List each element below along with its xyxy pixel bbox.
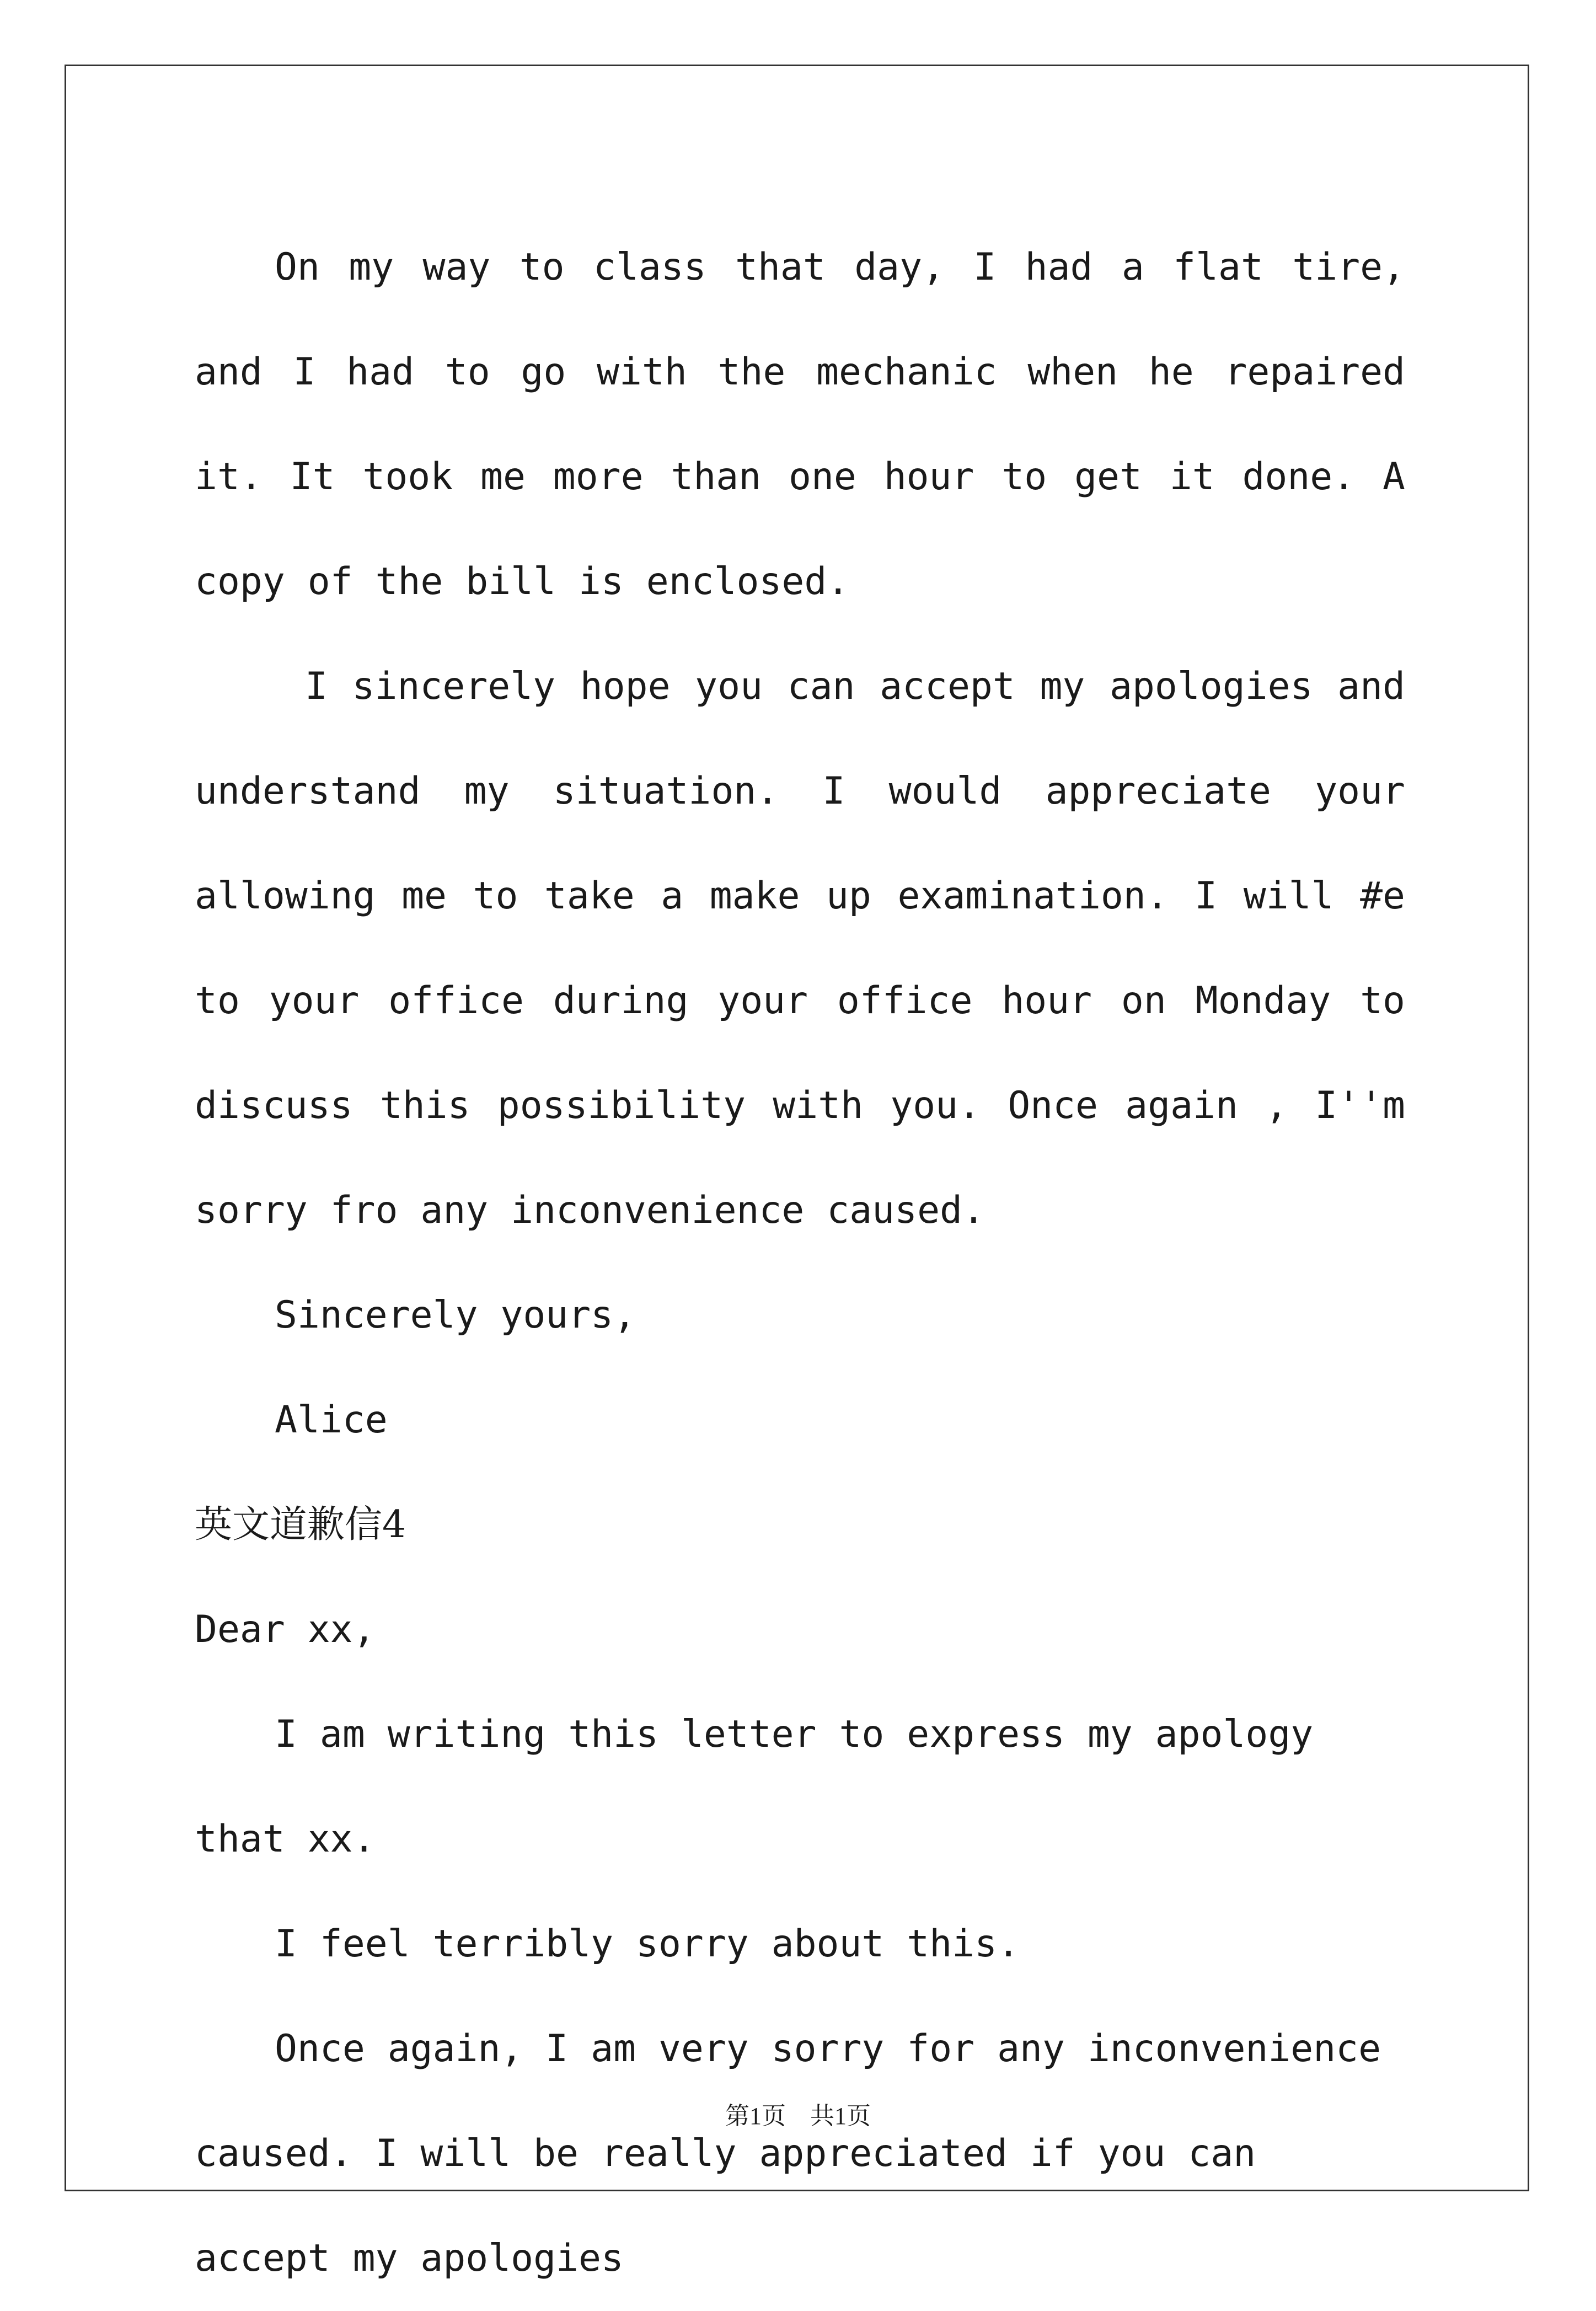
paragraph-flat-tire: On my way to class that day, I had a flat tire, and I had to go with the mechanic when he repaired it. It took me more than one hour to get it done. A copy of the bill is enclosed. — [195, 245, 1405, 603]
section-heading: 英文道歉信4 — [195, 1503, 406, 1547]
letter-paragraph-1: I am writing this letter to express my apology that xx. — [195, 1713, 1314, 1861]
paragraph-apology: I sincerely hope you can accept my apologies and understand my situation. I would appreciate your allowing me to take a make up examination. I will #e to your office during your office hour on Monday to discuss this possibility with you. Once again , I''m sorry fro any inconvenience caused. — [195, 665, 1405, 1232]
signature-name: Alice — [275, 1398, 388, 1442]
closing-line: Sincerely yours, — [275, 1293, 636, 1337]
salutation: Dear xx, — [195, 1608, 376, 1651]
page-footer: 第1页 共1页 — [725, 2103, 871, 2130]
letter-paragraph-3: Once again, I am very sorry for any inconvenience caused. I will be really appreciated if you can accept my apologies — [195, 2027, 1381, 2280]
letter-paragraph-2: I feel terribly sorry about this. — [275, 1922, 1020, 1966]
document-body — [195, 215, 1405, 2311]
